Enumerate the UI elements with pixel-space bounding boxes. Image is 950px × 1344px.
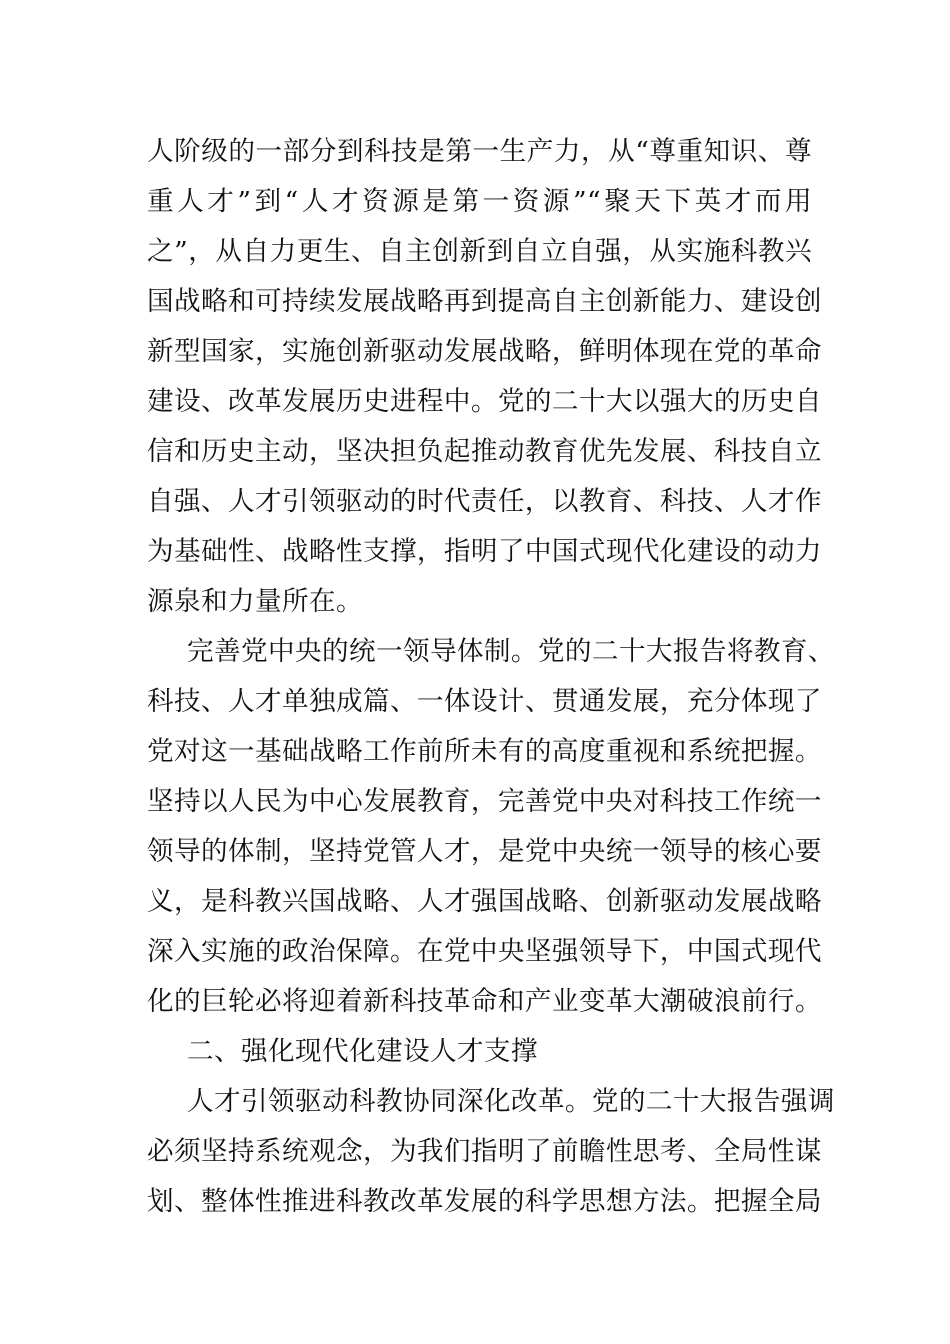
section-heading: 二、强化现代化建设人才支撑	[187, 1036, 538, 1067]
paragraph-1-line-8: 自强、人才引领驱动的时代责任，以教育、科技、人才作	[147, 486, 822, 517]
paragraph-2-line-8: 化的巨轮必将迎着新科技革命和产业变革大潮破浪前行。	[147, 986, 822, 1017]
paragraph-3-line-1: 人才引领驱动科教协同深化改革。党的二十大报告强调	[187, 1086, 835, 1117]
paragraph-3-line-2: 必须坚持系统观念，为我们指明了前瞻性思考、全局性谋	[147, 1136, 822, 1167]
paragraph-3-line-3: 划、整体性推进科教改革发展的科学思想方法。把握全局	[147, 1186, 822, 1217]
paragraph-1-line-5: 新型国家，实施创新驱动发展战略，鲜明体现在党的革命	[147, 336, 822, 367]
paragraph-2-line-7: 深入实施的政治保障。在党中央坚强领导下，中国式现代	[147, 936, 822, 967]
body-text	[147, 127, 835, 1227]
paragraph-1-line-7: 信和历史主动，坚决担负起推动教育优先发展、科技自立	[147, 436, 822, 467]
paragraph-2-line-4: 坚持以人民为中心发展教育，完善党中央对科技工作统一	[147, 786, 822, 817]
paragraph-1-line-2: 重人才”到“人才资源是第一资源”“聚天下英才而用	[147, 186, 812, 217]
paragraph-2-line-5: 领导的体制，坚持党管人才，是党中央统一领导的核心要	[147, 836, 822, 867]
paragraph-1-line-6: 建设、改革发展历史进程中。党的二十大以强大的历史自	[147, 386, 822, 417]
paragraph-1-line-3: 之”，从自力更生、自主创新到自立自强，从实施科教兴	[147, 236, 812, 267]
paragraph-2-line-2: 科技、人才单独成篇、一体设计、贯通发展，充分体现了	[147, 686, 822, 717]
paragraph-2-line-1: 完善党中央的统一领导体制。党的二十大报告将教育、	[187, 636, 835, 667]
paragraph-2-line-3: 党对这一基础战略工作前所未有的高度重视和系统把握。	[147, 736, 822, 767]
paragraph-1-line-4: 国战略和可持续发展战略再到提高自主创新能力、建设创	[147, 286, 822, 317]
paragraph-2-line-6: 义，是科教兴国战略、人才强国战略、创新驱动发展战略	[147, 886, 822, 917]
paragraph-1-line-1: 人阶级的一部分到科技是第一生产力，从“尊重知识、尊	[147, 136, 812, 167]
paragraph-1-line-9: 为基础性、战略性支撑，指明了中国式现代化建设的动力	[147, 536, 822, 567]
paragraph-1-line-10: 源泉和力量所在。	[147, 586, 363, 617]
